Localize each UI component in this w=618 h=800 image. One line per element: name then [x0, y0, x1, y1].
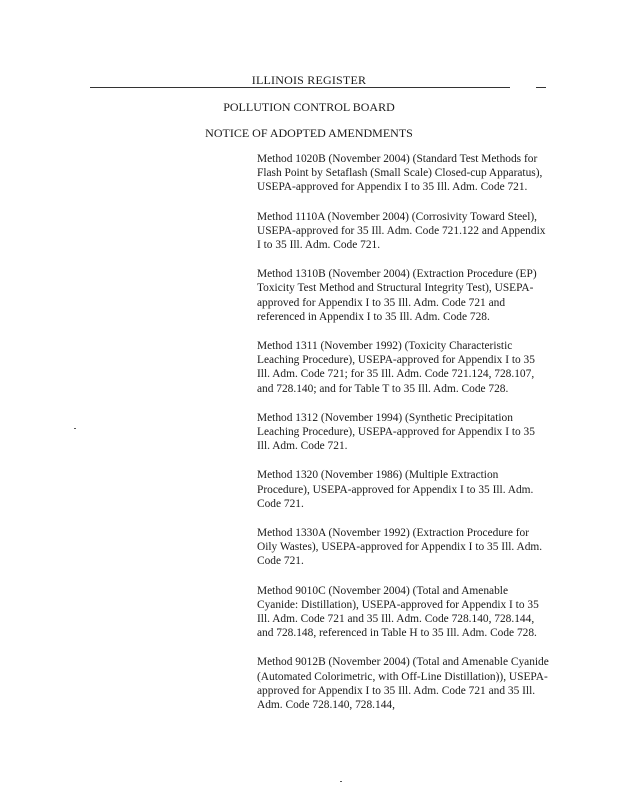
notice-title: NOTICE OF ADOPTED AMENDMENTS [205, 126, 413, 140]
method-9012b: Method 9012B (November 2004) (Total and Amenable Cyanide (Automated Colorimetric, with Off-Line Distillation)), USEPA-approved for Appendix I to 35 Ill. Adm. Code 721 and 35 Ill. Adm. Code 728.140, 728.144, [257, 656, 549, 712]
scan-speck [340, 781, 342, 782]
register-title: ILLINOIS REGISTER [251, 73, 367, 87]
method-list [257, 152, 549, 727]
method-1312: Method 1312 (November 1994) (Synthetic Precipitation Leaching Procedure), USEPA-approved for Appendix I to 35 Ill. Adm. Code 721. [257, 411, 535, 453]
method-1311: Method 1311 (November 1992) (Toxicity Characteristic Leaching Procedure), USEPA-approved for Appendix I to 35 Ill. Adm. Code 721; for 35 Ill. Adm. Code 721.124, 728.107, and 728.140; and for Table T to 35 Ill. Adm. Code 728. [257, 340, 535, 395]
method-1330a: Method 1330A (November 1992) (Extraction Procedure for Oily Wastes), USEPA-approved for Appendix I to 35 Ill. Adm. Code 721. [257, 527, 543, 568]
scan-speck [74, 428, 76, 429]
method-1320: Method 1320 (November 1986) (Multiple Extraction Procedure), USEPA-approved for Appendix I to 35 Ill. Adm. Code 721. [257, 469, 534, 510]
method-9010c: Method 9010C (November 2004) (Total and Amenable Cyanide: Distillation), USEPA-approved for Appendix I to 35 Ill. Adm. Code 721 and 35 Ill. Adm. Code 728.140, 728.144, and 728.148, referenced in Table H to 35 Ill. Adm. Code 728. [257, 584, 539, 640]
header-rule [90, 87, 510, 88]
method-1020b: Method 1020B (November 2004) (Standard Test Methods for Flash Point by Setaflash (Small Scale) Closed-cup Apparatus), USEPA-approved for Appendix I to 35 Ill. Adm. Code 721. [257, 153, 543, 194]
method-1110a: Method 1110A (November 2004) (Corrosivity Toward Steel), USEPA-approved for 35 Ill. Adm. Code 721.122 and Appendix I to 35 Ill. Adm. Code 721. [257, 210, 546, 252]
header-tick-mark [536, 87, 546, 88]
method-1310b: Method 1310B (November 2004) (Extraction Procedure (EP) Toxicity Test Method and Structural Integrity Test), USEPA-approved for Appendix I to 35 Ill. Adm. Code 721 and referenced in Appendix I to 35 Ill. Adm. Code 728. [257, 268, 537, 323]
board-title: POLLUTION CONTROL BOARD [223, 100, 395, 114]
